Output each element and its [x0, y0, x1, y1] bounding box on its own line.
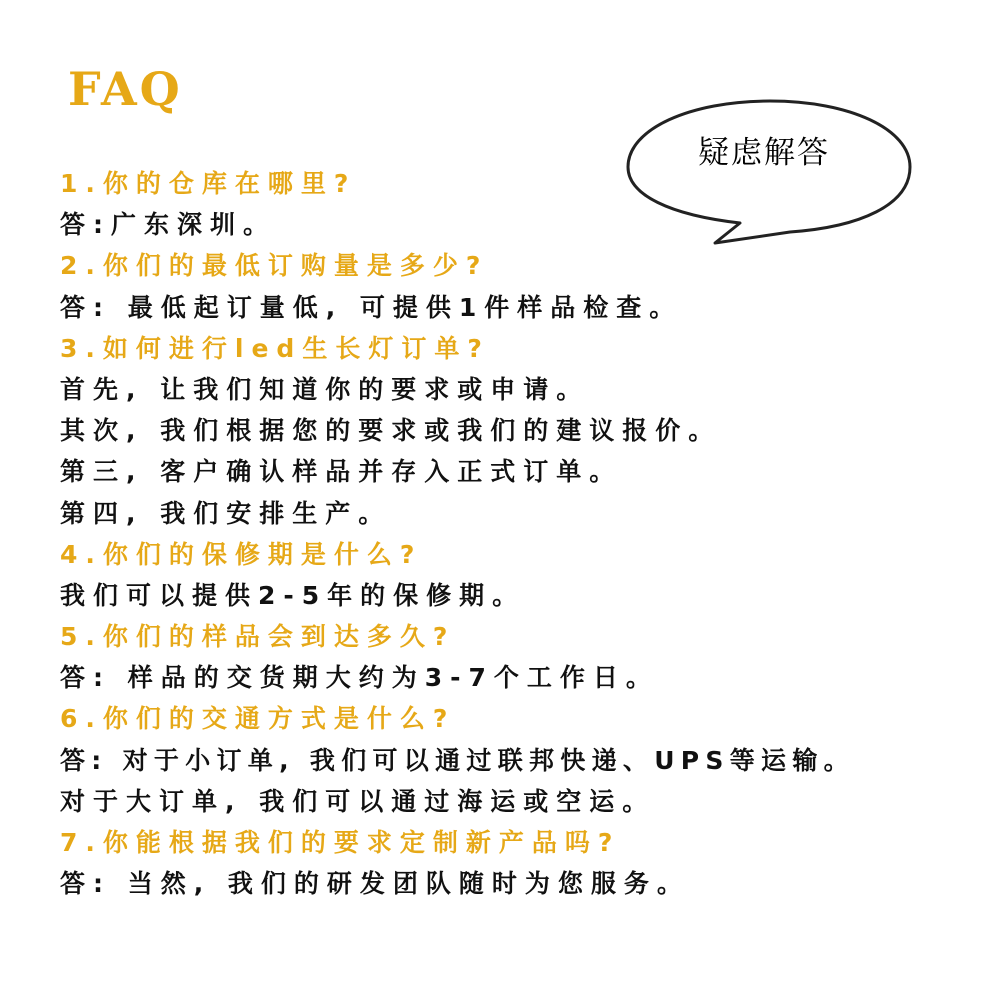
faq-answer-6-large-orders: 对于大订单, 我们可以通过海运或空运。	[60, 786, 656, 816]
faq-answer-3-step-3: 第三, 客户确认样品并存入正式订单。	[60, 457, 623, 487]
faq-question-7: 7.你能根据我们的要求定制新产品吗?	[60, 828, 621, 857]
faq-answer-6-small-orders: 答: 对于小订单, 我们可以通过联邦快递、UPS等运输。	[60, 745, 855, 775]
faq-answer-5: 答: 样品的交货期大约为3-7个工作日。	[60, 663, 659, 693]
faq-answer-3-step-2: 其次, 我们根据您的要求或我们的建议报价。	[60, 416, 722, 446]
faq-question-2: 2.你们的最低订购量是多少?	[60, 251, 489, 281]
page-title: FAQ	[68, 62, 183, 116]
faq-answer-1: 答:广东深圳。	[60, 210, 276, 240]
faq-answer-4: 我们可以提供2-5年的保修期。	[60, 580, 526, 610]
faq-question-6: 6.你们的交通方式是什么?	[60, 704, 456, 734]
bubble-text: 疑虑解答	[698, 135, 830, 171]
faq-answer-3-step-4: 第四, 我们安排生产。	[60, 498, 392, 528]
faq-answer-2: 答: 最低起订量低, 可提供1件样品检查。	[60, 292, 683, 322]
faq-list	[60, 163, 995, 904]
faq-answer-3-step-1: 首先, 让我们知道你的要求或申请。	[60, 374, 590, 404]
faq-question-5: 5.你们的样品会到达多久?	[60, 622, 456, 652]
faq-question-1: 1.你的仓库在哪里?	[60, 169, 357, 198]
faq-question-3: 3.如何进行led生长灯订单?	[60, 333, 490, 363]
faq-answer-7: 答: 当然, 我们的研发团队随时为您服务。	[60, 869, 690, 899]
faq-question-4: 4.你们的保修期是什么?	[60, 539, 423, 569]
